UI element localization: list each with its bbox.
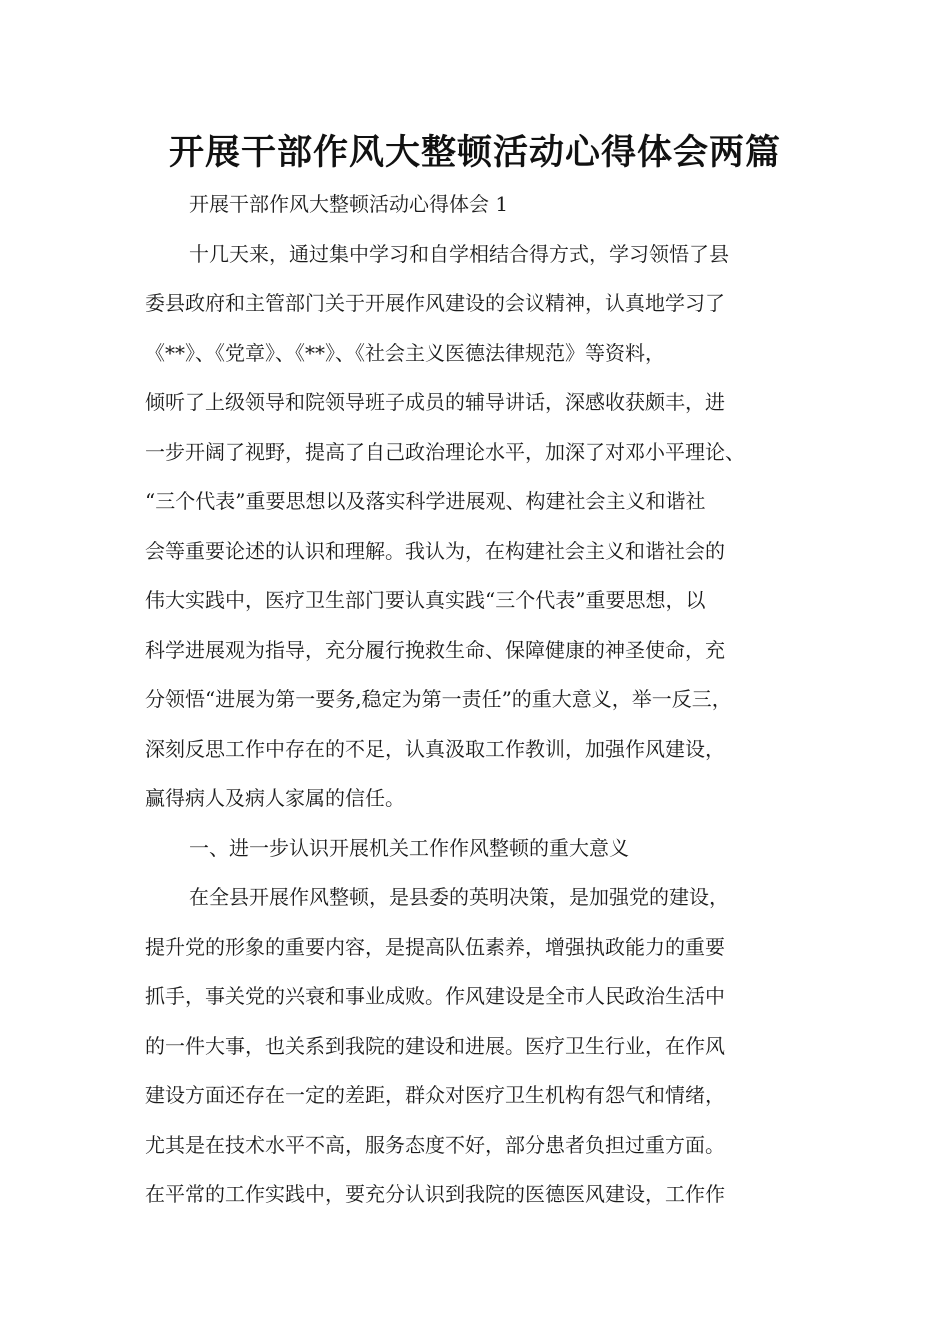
paragraph-2-line-2: 提升党的形象的重要内容，是提高队伍素养，增强执政能力的重要 <box>145 934 725 959</box>
paragraph-1-line-7: 会等重要论述的认识和理解。我认为，在构建社会主义和谐社会的 <box>145 538 725 563</box>
subtitle-line: 开展干部作风大整顿活动心得体会 1 <box>189 192 509 216</box>
paragraph-1-line-1: 十几天来，通过集中学习和自学相结合得方式，学习领悟了县 <box>189 241 729 266</box>
document-title: 开展干部作风大整顿活动心得体会两篇 <box>168 133 781 173</box>
paragraph-2-line-7: 在平常的工作实践中，要充分认识到我院的医德医风建设，工作作 <box>145 1182 725 1206</box>
paragraph-1-line-6: “三个代表”重要思想以及落实科学进展观、构建社会主义和谐社 <box>145 489 706 513</box>
paragraph-1-line-4: 倾听了上级领导和院领导班子成员的辅导讲话，深感收获颇丰，进 <box>145 390 725 414</box>
section-heading-1: 一、进一步认识开展机关工作作风整顿的重大意义 <box>189 835 629 860</box>
paragraph-2-line-3: 抓手，事关党的兴衰和事业成败。作风建设是全市人民政治生活中 <box>145 984 725 1008</box>
paragraph-1-line-2: 委县政府和主管部门关于开展作风建设的会议精神，认真地学习了 <box>145 291 725 315</box>
paragraph-2-line-4: 的一件大事，也关系到我院的建设和进展。医疗卫生行业，在作风 <box>145 1033 725 1058</box>
paragraph-1-line-5: 一步开阔了视野，提高了自己政治理论水平，加深了对邓小平理论、 <box>145 439 745 464</box>
paragraph-2-line-1: 在全县开展作风整顿，是县委的英明决策，是加强党的建设， <box>189 885 729 909</box>
paragraph-2-line-5: 建设方面还存在一定的差距，群众对医疗卫生机构有怨气和情绪， <box>145 1083 725 1107</box>
paragraph-1-line-10: 分领悟“进展为第一要务,稳定为第一责任”的重大意义，举一反三， <box>145 687 732 711</box>
paragraph-1-line-3: 《**》、《党章》、《**》、《社会主义医德法律规范》等资料， <box>145 340 665 365</box>
document-body <box>145 180 815 1220</box>
paragraph-2-line-6: 尤其是在技术水平不高，服务态度不好，部分患者负担过重方面。 <box>145 1132 725 1157</box>
paragraph-1-line-9: 科学进展观为指导，充分履行挽救生命、保障健康的神圣使命，充 <box>145 637 725 662</box>
paragraph-1-line-11: 深刻反思工作中存在的不足，认真汲取工作教训，加强作风建设， <box>145 736 725 761</box>
paragraph-1-line-8: 伟大实践中，医疗卫生部门要认真实践“三个代表”重要思想，以 <box>145 588 706 612</box>
paragraph-1-line-12: 赢得病人及病人家属的信任。 <box>145 786 405 810</box>
